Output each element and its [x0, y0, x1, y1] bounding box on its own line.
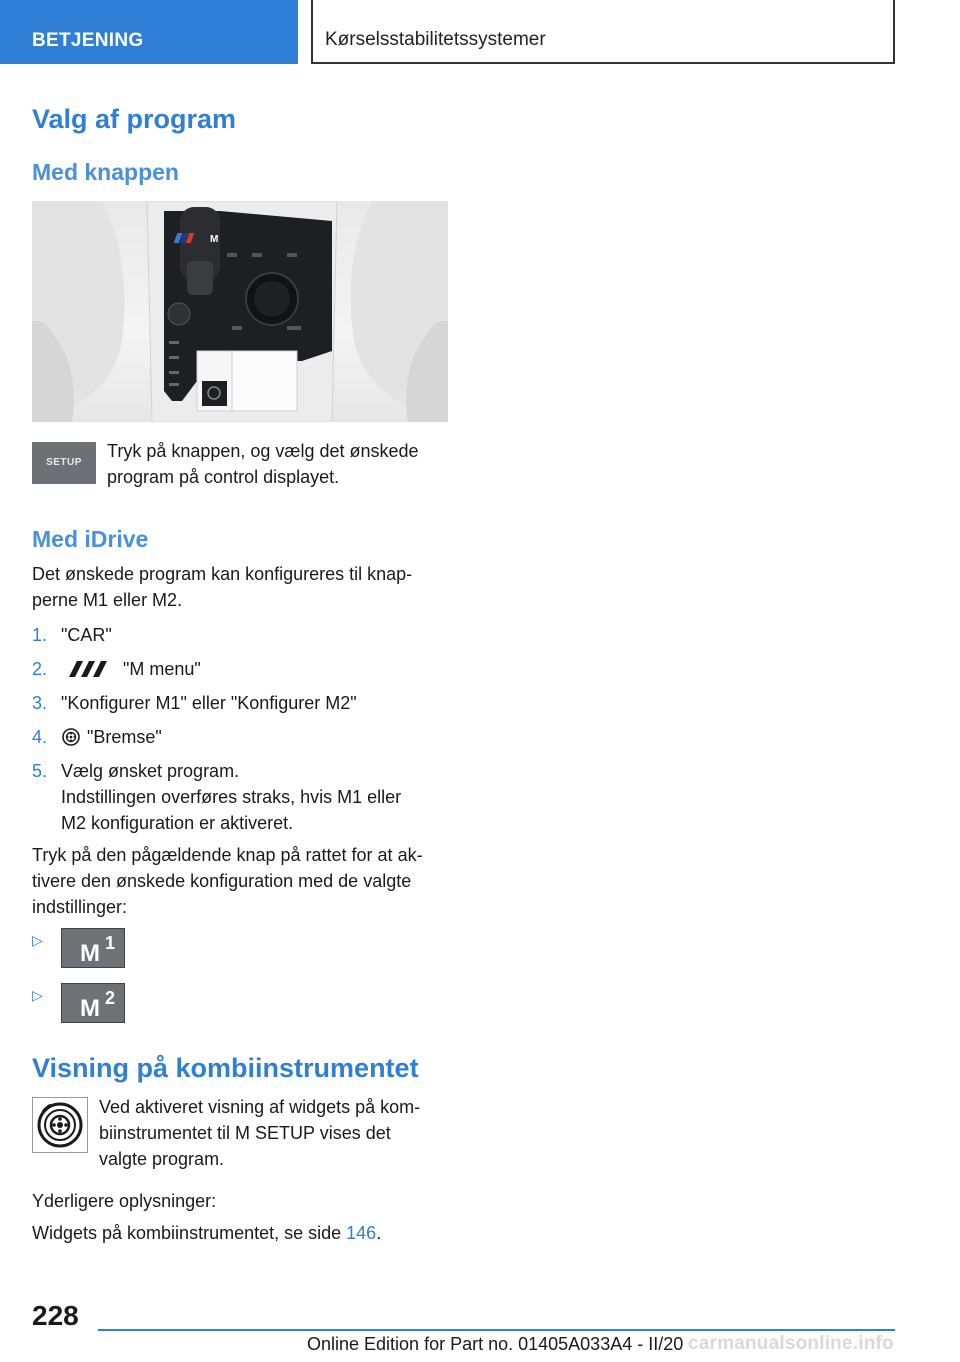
lever-m-label: M [210, 234, 219, 245]
activation-text-line3: indstillinger: [32, 897, 128, 917]
list-item [32, 724, 452, 758]
step5-note-line2: M2 konfiguration er aktiveret. [61, 813, 294, 833]
m1-button-icon [61, 928, 125, 968]
m2-letter: M [80, 995, 100, 1022]
kombi-text-line3: valgte program. [99, 1149, 225, 1169]
kombi-text-line2: biinstrumentet til M SETUP vises det [99, 1123, 391, 1143]
brake-setup-icon [32, 1097, 88, 1153]
step-text-wrapper [61, 724, 162, 750]
brake-disc-icon [61, 727, 81, 747]
cross-reference-end: . [376, 1223, 382, 1243]
bullet-arrow: ▷ [32, 932, 43, 948]
setup-instruction-line2: program på control displayet. [107, 467, 340, 487]
step-number: 4. [32, 727, 48, 747]
step-number: 5. [32, 761, 48, 781]
header-chapter-title: Kørselsstabilitetssystemer [311, 0, 895, 64]
m1-letter: M [80, 940, 100, 967]
m1-number: 1 [105, 933, 116, 953]
step5-note-line1: Indstillingen overføres straks, hvis M1 eller [61, 787, 402, 807]
header-section-label: BETJENING [0, 0, 298, 64]
heading-med-knappen: Med knappen [32, 159, 179, 185]
m2-number: 2 [105, 988, 116, 1008]
step-text-wrapper [61, 656, 201, 682]
footer-divider [98, 1329, 895, 1331]
step-number: 2. [32, 659, 48, 679]
bullet-arrow: ▷ [32, 987, 43, 1003]
step-text: "Konfigurer M1" eller "Konfigurer M2" [61, 693, 357, 713]
activation-text-line2: tivere den ønskede konfiguration med de valgte [32, 871, 412, 891]
page-number: 228 [32, 1300, 79, 1331]
setup-button-icon: SETUP [32, 442, 96, 484]
step-text: "M menu" [123, 659, 201, 679]
watermark-text: carmanualsonline.info [688, 1333, 894, 1354]
m-stripes-icon [61, 660, 117, 678]
kombi-text-line1: Ved aktiveret visning af widgets på kom- [99, 1097, 421, 1117]
step-number: 3. [32, 693, 48, 713]
list-item [32, 656, 452, 690]
step-text: Vælg ønsket program. [61, 761, 240, 781]
more-info-label: Yderligere oplysninger: [32, 1191, 217, 1211]
step-number: 1. [32, 625, 48, 645]
page-link-146[interactable]: 146 [346, 1223, 377, 1243]
heading-valg-af-program: Valg af program [32, 104, 237, 134]
step-text: "CAR" [61, 625, 112, 645]
m2-button-icon [61, 983, 125, 1023]
list-item [32, 690, 452, 724]
heading-med-idrive: Med iDrive [32, 526, 149, 552]
list-item [32, 622, 452, 656]
activation-text-line1: Tryk på den pågældende knap på rattet for at ak- [32, 845, 423, 865]
heading-visning-paa-kombiinstrumentet: Visning på kombiinstrumentet [32, 1053, 419, 1083]
cross-reference-text: Widgets på kombiinstrumentet, se side [32, 1223, 347, 1243]
console-illustration [32, 201, 448, 422]
step-text: "Bremse" [87, 727, 162, 747]
edition-info: Online Edition for Part no. 01405A033A4 - II/20 [307, 1334, 684, 1354]
idrive-steps-list [32, 622, 452, 792]
idrive-intro-line2: perne M1 eller M2. [32, 590, 183, 610]
cross-reference [32, 1220, 452, 1246]
center-console-photo [32, 201, 448, 422]
idrive-intro-line1: Det ønskede program kan konfigureres til knap- [32, 564, 413, 584]
setup-instruction-line1: Tryk på knappen, og vælg det ønskede [107, 441, 419, 461]
